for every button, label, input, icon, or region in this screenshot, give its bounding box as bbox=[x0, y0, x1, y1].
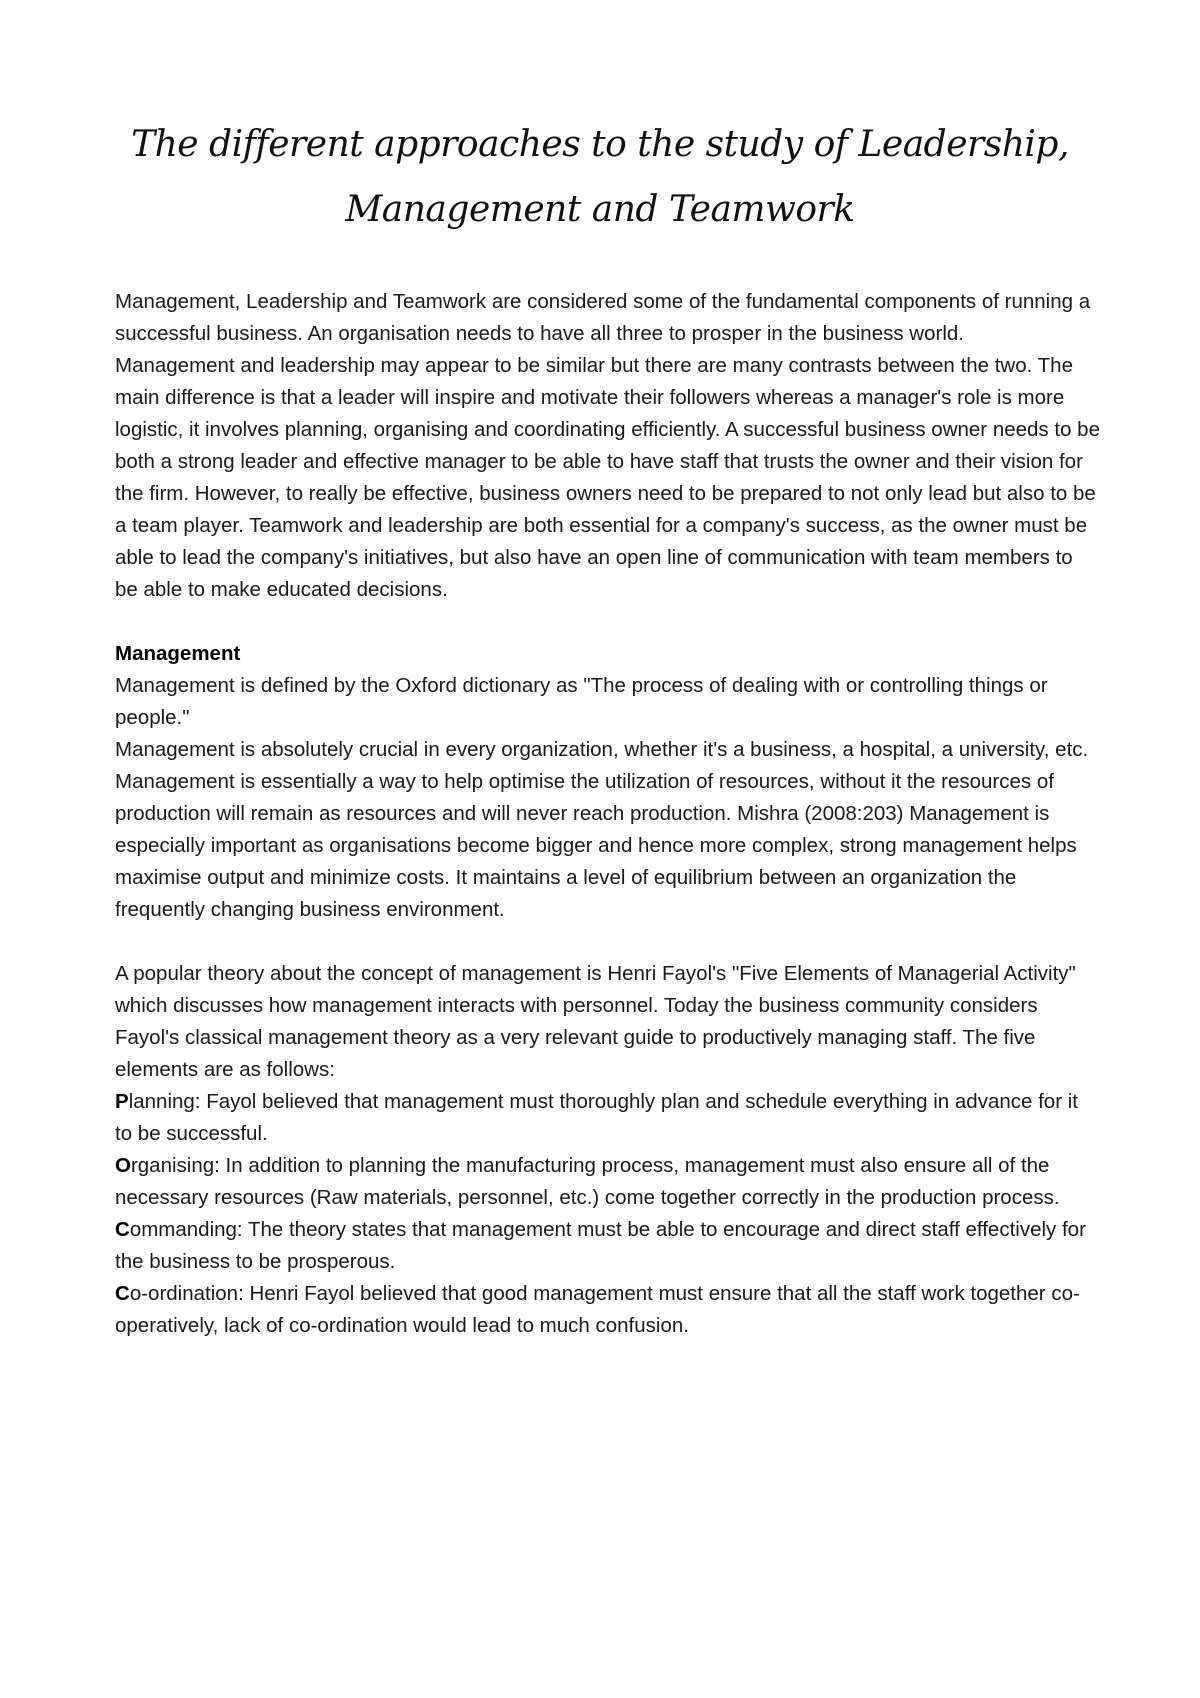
document-title bbox=[90, 112, 1110, 242]
intro-paragraph-2: Management and leadership may appear to be similar but there are many contrasts between the two. The main difference is that a leader will inspire and motivate their followers whereas a manager's role is more logistic, it involves planning, organising and coordinating efficiently. A successful business owner needs to be both a strong leader and effective manager to be able to have staff that trusts the owner and their vision for the firm. However, to really be effective, business owners need to be prepared to not only lead but also to be a team player. Teamwork and leadership are both essential for a company's success, as the owner must be able to lead the company's initiatives, but also have an open line of communication with team members to be able to make educated decisions. bbox=[115, 354, 1100, 601]
element-organising bbox=[115, 1150, 1100, 1214]
intro-paragraph-1: Management, Leadership and Teamwork are considered some of the fundamental components of running a successful business. An organisation needs to have all three to prosper in the business world. bbox=[115, 290, 1091, 345]
element-text: rganising: In addition to planning the manufacturing process, management must also ensure all of the necessary resources (Raw materials, personnel, etc.) come together correctly in the production process. bbox=[115, 1154, 1060, 1209]
element-commanding bbox=[115, 1214, 1100, 1278]
title-line-1: The different approaches to the study of Leadership, bbox=[131, 124, 1069, 165]
management-paragraph-3: A popular theory about the concept of management is Henri Fayol's "Five Elements of Managerial Activity" which discusses how management interacts with personnel. Today the business community considers Fayol's classical management theory as a very relevant guide to productively managing staff. The five elements are as follows: bbox=[115, 962, 1076, 1081]
element-initial: O bbox=[115, 1154, 131, 1177]
element-text: o-ordination: Henri Fayol believed that good management must ensure that all the staff work together co-operatively, lack of co-ordination would lead to much confusion. bbox=[115, 1282, 1080, 1337]
element-text: lanning: Fayol believed that management must thoroughly plan and schedule everything in advance for it to be successful. bbox=[115, 1090, 1078, 1145]
element-coordination bbox=[115, 1278, 1100, 1342]
element-text: ommanding: The theory states that management must be able to encourage and direct staff effectively for the business to be prosperous. bbox=[115, 1218, 1086, 1273]
management-paragraph-1: Management is defined by the Oxford dictionary as "The process of dealing with or controlling things or people." bbox=[115, 674, 1048, 729]
paragraph-gap bbox=[115, 606, 1100, 638]
element-initial: P bbox=[115, 1090, 129, 1113]
element-planning bbox=[115, 1086, 1100, 1150]
element-initial: C bbox=[115, 1282, 130, 1305]
section-heading-management: Management bbox=[115, 642, 241, 665]
paragraph-gap bbox=[115, 926, 1100, 958]
element-initial: C bbox=[115, 1218, 130, 1241]
management-paragraph-2: Management is absolutely crucial in every organization, whether it's a business, a hospital, a university, etc. Management is essentially a way to help optimise the utilization of resources, without it the resources of production will remain as resources and will never reach production. Mishra (2008:203) Management is especially important as organisations become bigger and hence more complex, strong management helps maximise output and minimize costs. It maintains a level of equilibrium between an organization the frequently changing business environment. bbox=[115, 738, 1089, 921]
title-line-2: Management and Teamwork bbox=[345, 189, 855, 230]
document-body bbox=[115, 286, 1100, 1342]
